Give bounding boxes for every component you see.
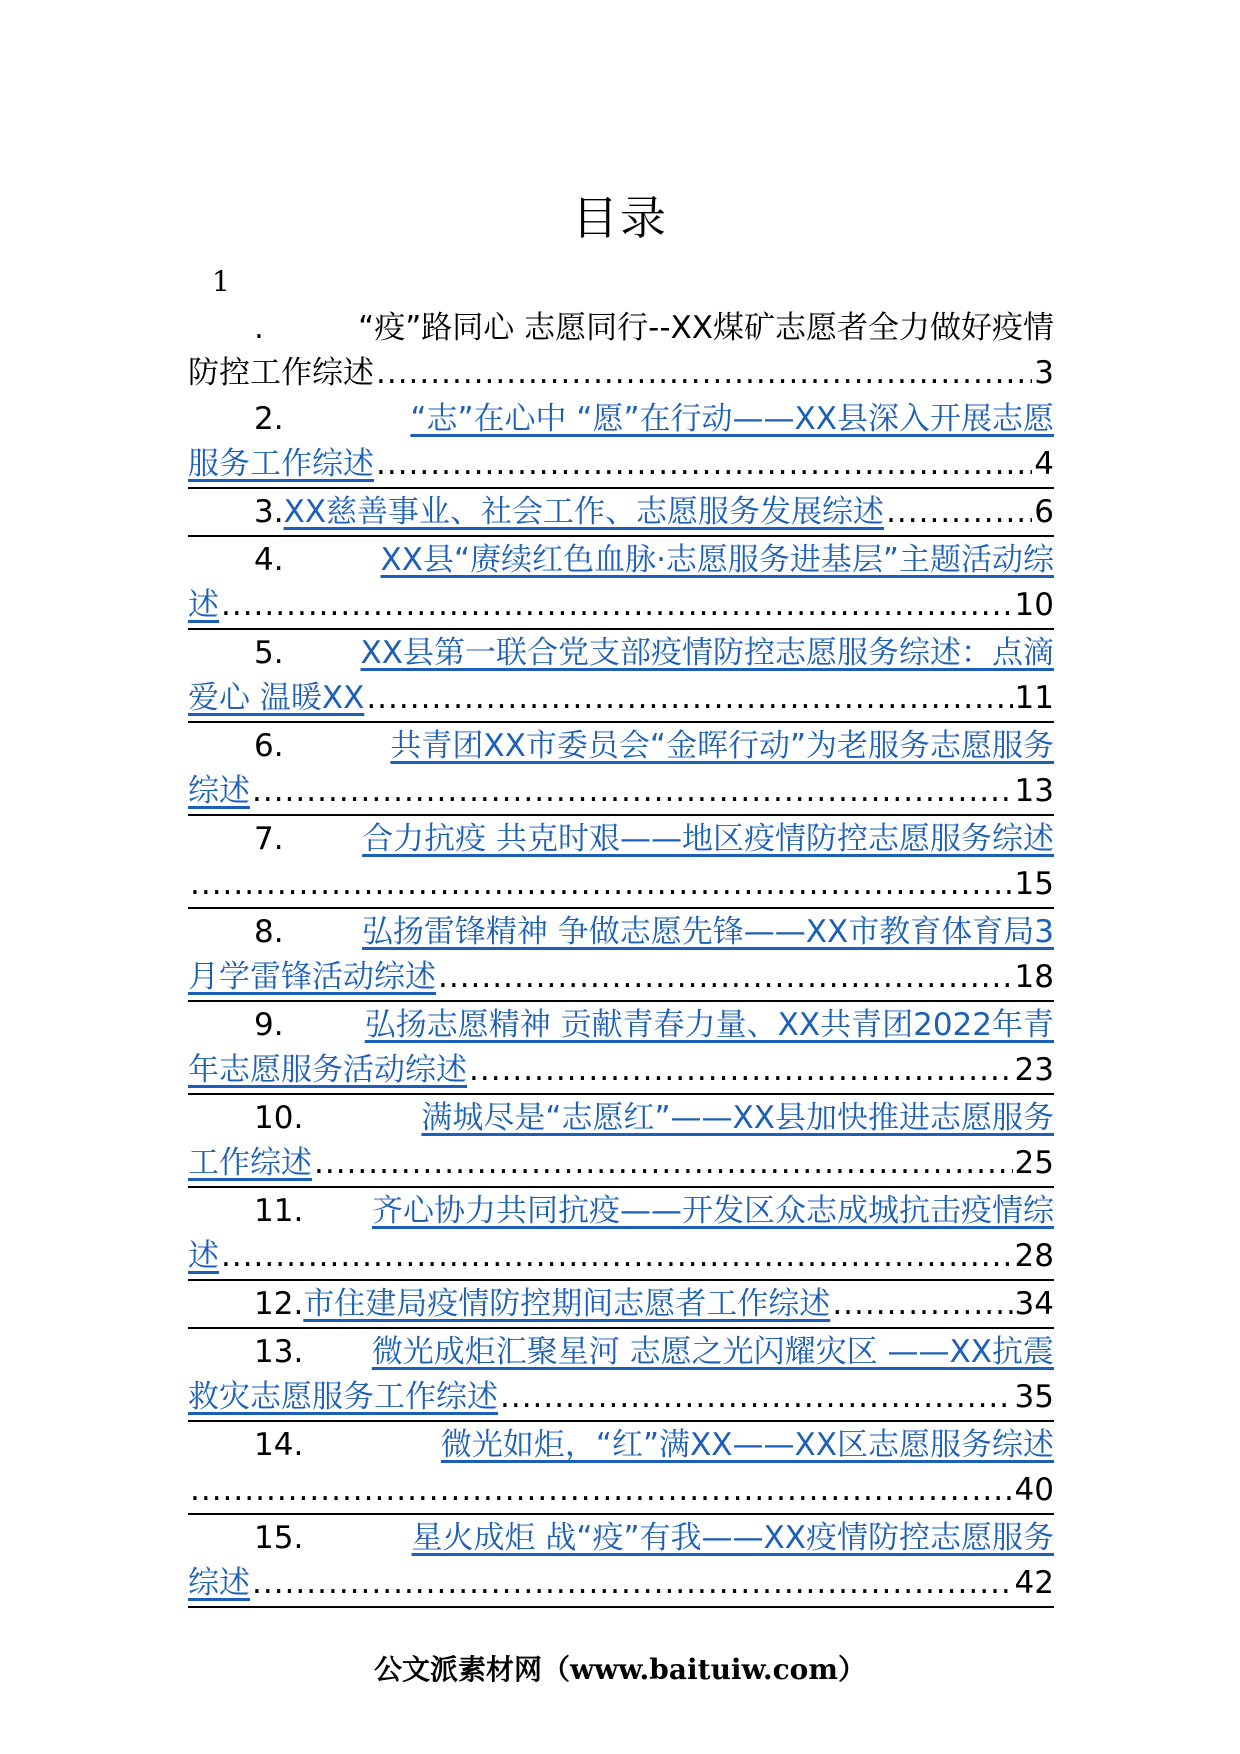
toc-entry-link-cont[interactable]: 述 (188, 1238, 219, 1274)
toc-entry-line (188, 1516, 1054, 1561)
toc-entry-link-cont[interactable]: 述 (188, 587, 219, 623)
toc-page-number: 23 (1014, 1052, 1054, 1088)
toc-entry-line (188, 1189, 1054, 1234)
toc-entry-link-cont[interactable]: 工作综述 (188, 1145, 312, 1181)
toc-entry-number: 7. (254, 821, 284, 857)
toc-entry-link[interactable]: 微光如炬，“红”满XX——XX区志愿服务综述 (440, 1427, 1054, 1463)
toc-entry-7[interactable] (188, 817, 1054, 909)
toc-entry-link-cont[interactable]: 服务工作综述 (188, 446, 374, 482)
toc-entry-1[interactable] (188, 306, 1054, 396)
toc-entry-line (188, 1468, 1054, 1515)
toc-entry-link[interactable]: XX县第一联合党支部疫情防控志愿服务综述：点滴 (360, 635, 1054, 671)
toc-page-number: 11 (1014, 680, 1054, 716)
toc-entry-title-cont: 防控工作综述 (188, 355, 374, 391)
toc-entry-line (188, 676, 1054, 723)
toc-entry-line (188, 910, 1054, 955)
toc-entry-4[interactable] (188, 538, 1054, 630)
toc-leader-dots (886, 490, 1032, 535)
toc-entry-11[interactable] (188, 1189, 1054, 1281)
toc-entry-link-cont[interactable]: 月学雷锋活动综述 (188, 959, 436, 995)
page-title: 目录 (572, 191, 668, 245)
toc-entry-line (188, 862, 1054, 909)
toc-entry-number: . (254, 310, 264, 346)
toc-page-number: 13 (1014, 773, 1054, 809)
toc-entry-12[interactable] (188, 1282, 1054, 1329)
toc-entry-link-cont[interactable]: 救灾志愿服务工作综述 (188, 1379, 498, 1415)
toc-entry-number: 6. (254, 728, 284, 764)
toc-entry-5[interactable] (188, 631, 1054, 723)
table-of-contents (188, 306, 1054, 1609)
toc-entry-10[interactable] (188, 1096, 1054, 1188)
toc-entry-number: 5. (254, 635, 284, 671)
toc-entry-line (188, 490, 1054, 537)
toc-leader-dots (190, 1468, 1013, 1513)
toc-leader-dots (438, 955, 1013, 1000)
footer-source: 公文派素材网（www.baituiw.com） (374, 1653, 866, 1686)
toc-leader-dots (832, 1282, 1012, 1327)
toc-page-number: 28 (1014, 1238, 1054, 1274)
toc-entry-title: “疫”路同心 志愿同行--XX煤矿志愿者全力做好疫情 (358, 310, 1054, 346)
toc-entry-link[interactable]: 满城尽是“志愿红”——XX县加快推进志愿服务 (421, 1100, 1054, 1136)
toc-leader-dots (469, 1048, 1013, 1093)
toc-entry-line (188, 442, 1054, 489)
toc-entry-number: 15. (254, 1520, 304, 1556)
toc-leader-dots (376, 351, 1032, 396)
toc-entry-line (188, 1141, 1054, 1188)
toc-entry-line (188, 1561, 1054, 1608)
toc-leader-dots (190, 862, 1013, 907)
toc-entry-line (188, 1330, 1054, 1375)
toc-entry-line (188, 397, 1054, 442)
toc-leader-dots (376, 442, 1032, 487)
toc-entry-number: 10. (254, 1100, 304, 1136)
toc-entry-line (188, 724, 1054, 769)
toc-page-number: 25 (1014, 1145, 1054, 1181)
toc-entry-8[interactable] (188, 910, 1054, 1002)
toc-page-number: 15 (1014, 866, 1054, 902)
toc-entry-line (188, 769, 1054, 816)
toc-entry-link[interactable]: 合力抗疫 共克时艰——地区疫情防控志愿服务综述 (362, 821, 1054, 857)
toc-entry-line (188, 1234, 1054, 1281)
toc-entry-9[interactable] (188, 1003, 1054, 1095)
toc-leader-dots (366, 676, 1012, 721)
toc-page-number: 4 (1034, 446, 1054, 482)
first-entry-number: 1 (212, 265, 230, 298)
toc-entry-13[interactable] (188, 1330, 1054, 1422)
toc-page-number: 34 (1014, 1286, 1054, 1322)
toc-leader-dots (252, 769, 1013, 814)
toc-entry-link[interactable]: 微光成炬汇聚星河 志愿之光闪耀灾区 ——XX抗震 (371, 1334, 1054, 1370)
toc-entry-line (188, 631, 1054, 676)
toc-entry-number: 13. (254, 1334, 304, 1370)
toc-entry-link[interactable]: 齐心协力共同抗疫——开发区众志成城抗击疫情综 (372, 1193, 1054, 1229)
toc-entry-link[interactable]: 市住建局疫情防控期间志愿者工作综述 (303, 1286, 831, 1322)
toc-entry-line (188, 1375, 1054, 1422)
toc-entry-line (188, 1423, 1054, 1468)
toc-entry-14[interactable] (188, 1423, 1054, 1515)
toc-page-number: 18 (1014, 959, 1054, 995)
toc-page-number: 40 (1014, 1472, 1054, 1508)
toc-entry-number: 9. (254, 1007, 284, 1043)
toc-page-number: 3 (1034, 355, 1054, 391)
toc-leader-dots (221, 1234, 1013, 1279)
toc-entry-number: 12. (254, 1286, 304, 1322)
toc-leader-dots (221, 583, 1013, 628)
toc-entry-link[interactable]: 共青团XX市委员会“金晖行动”为老服务志愿服务 (390, 728, 1054, 764)
toc-entry-link[interactable]: 星火成炬 战“疫”有我——XX疫情防控志愿服务 (411, 1520, 1054, 1556)
toc-entry-link[interactable]: 弘扬雷锋精神 争做志愿先锋——XX市教育体育局3 (361, 914, 1054, 950)
toc-entry-number: 2. (254, 401, 284, 437)
toc-page-number: 10 (1014, 587, 1054, 623)
toc-entry-link[interactable]: XX慈善事业、社会工作、志愿服务发展综述 (283, 494, 885, 530)
toc-page-number: 42 (1014, 1565, 1054, 1601)
toc-leader-dots (500, 1375, 1013, 1420)
toc-entry-6[interactable] (188, 724, 1054, 816)
toc-entry-link[interactable]: XX县“赓续红色血脉·志愿服务进基层”主题活动综 (380, 542, 1054, 578)
toc-entry-line (188, 1282, 1054, 1329)
toc-entry-link-cont[interactable]: 爱心 温暖XX (188, 680, 365, 716)
toc-entry-2[interactable] (188, 397, 1054, 489)
toc-entry-line (188, 538, 1054, 583)
toc-entry-link-cont[interactable]: 年志愿服务活动综述 (188, 1052, 467, 1088)
toc-entry-line (188, 583, 1054, 630)
toc-entry-line (188, 817, 1054, 862)
toc-entry-number: 14. (254, 1427, 304, 1463)
toc-entry-number: 8. (254, 914, 284, 950)
toc-page-number: 35 (1014, 1379, 1054, 1415)
toc-entry-number: 4. (254, 542, 284, 578)
toc-leader-dots (252, 1561, 1013, 1606)
toc-entry-3[interactable] (188, 490, 1054, 537)
toc-entry-line (188, 1003, 1054, 1048)
toc-entry-15[interactable] (188, 1516, 1054, 1608)
toc-entry-link[interactable]: “志”在心中 “愿”在行动——XX县深入开展志愿 (410, 401, 1054, 437)
toc-page-number: 6 (1034, 494, 1054, 530)
toc-entry-number: 11. (254, 1193, 304, 1229)
toc-entry-line (188, 351, 1054, 396)
toc-entry-line (188, 1048, 1054, 1095)
toc-entry-number: 3. (254, 494, 284, 530)
toc-entry-line (188, 955, 1054, 1002)
toc-entry-link[interactable]: 弘扬志愿精神 贡献青春力量、XX共青团2022年青 (364, 1007, 1054, 1043)
toc-entry-line (188, 1096, 1054, 1141)
toc-leader-dots (314, 1141, 1013, 1186)
toc-entry-link-cont[interactable]: 综述 (188, 773, 250, 809)
toc-entry-link-cont[interactable]: 综述 (188, 1565, 250, 1601)
toc-entry-line (188, 306, 1054, 351)
